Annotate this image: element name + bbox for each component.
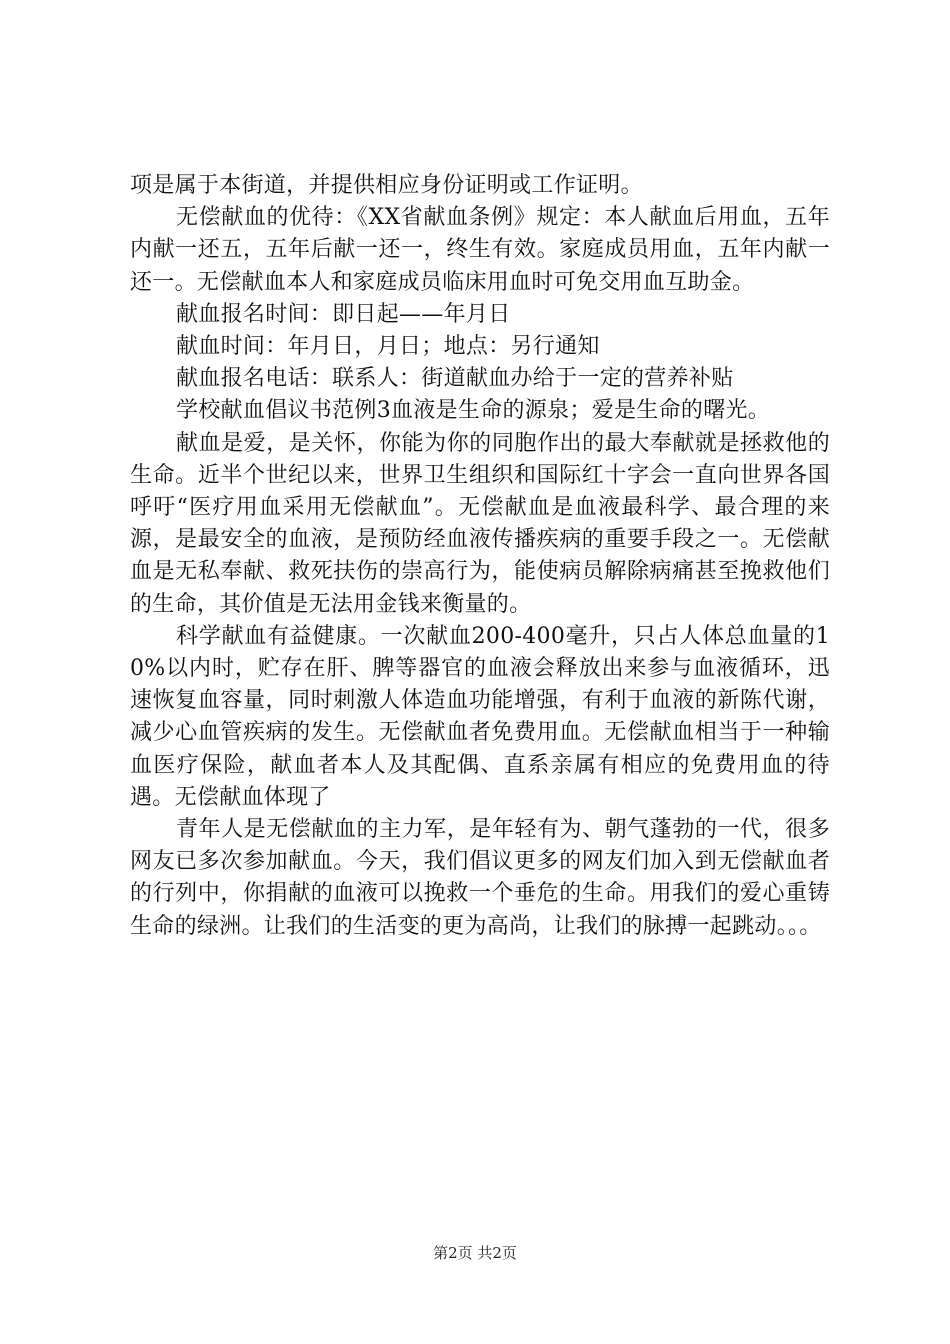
paragraph-donation-time-location: 献血时间：年月日，月日；地点：另行通知: [176, 334, 600, 360]
paragraph-donation-is-love: 献血是爱，是关怀，你能为你的同胞作出的最大奉献就是拯救他的生命。近半个世纪以来，世界卫生组织和国际红十字会一直向世界各国呼吁“医疗用血采用无偿献血”。无偿献血是血液最科学、最合理的来源，是最安全的血液，是预防经血液传播疾病的重要手段之一。无偿献血是无私奉献、救死扶伤的崇高行为，能使病员解除病痛甚至挽救他们的生命，其价值是无法用金钱来衡量的。: [130, 430, 830, 617]
paragraph-scientific-donation: 科学献血有益健康。一次献血200-400毫升，只占人体总血量的10%以内时，贮存在肝、脾等器官的血液会释放出来参与血液循环，迅速恢复血容量，同时刺激人体造血功能增强，有利于血液的新陈代谢，减少心血管疾病的发生。无偿献血者免费用血。无偿献血相当于一种输血医疗保险，献血者本人及其配偶、直系亲属有相应的免费用血的待遇。无偿献血体现了: [130, 623, 830, 810]
paragraph-registration-time: 献血报名时间：即日起——年月日: [176, 301, 511, 327]
paragraph-example-title: 学校献血倡议书范例3血液是生命的源泉；爱是生命的曙光。: [176, 398, 771, 424]
paragraph-donor-benefits: 无偿献血的优待：《XX省献血条例》规定：本人献血后用血，五年内献一还五，五年后献一还一，终生有效。家庭成员用血，五年内献一还一。无偿献血本人和家庭成员临床用血时可免交用血互助金。: [130, 205, 830, 295]
paragraph-youth-appeal: 青年人是无偿献血的主力军，是年轻有为、朝气蓬勃的一代，很多网友已多次参加献血。今天，我们倡议更多的网友们加入到无偿献血者的行列中，你捐献的血液可以挽救一个垂危的生命。用我们的爱心重铸生命的绿洲。让我们的生活变的更为高尚，让我们的脉搏一起跳动。。。: [130, 817, 830, 939]
page-number-footer: 第2页 共2页: [433, 1244, 517, 1262]
paragraph-registration-phone: 献血报名电话：联系人：街道献血办给于一定的营养补贴: [176, 366, 734, 392]
paragraph-continuation: 项是属于本街道，并提供相应身份证明或工作证明。: [130, 173, 643, 198]
document-body: [130, 170, 830, 943]
